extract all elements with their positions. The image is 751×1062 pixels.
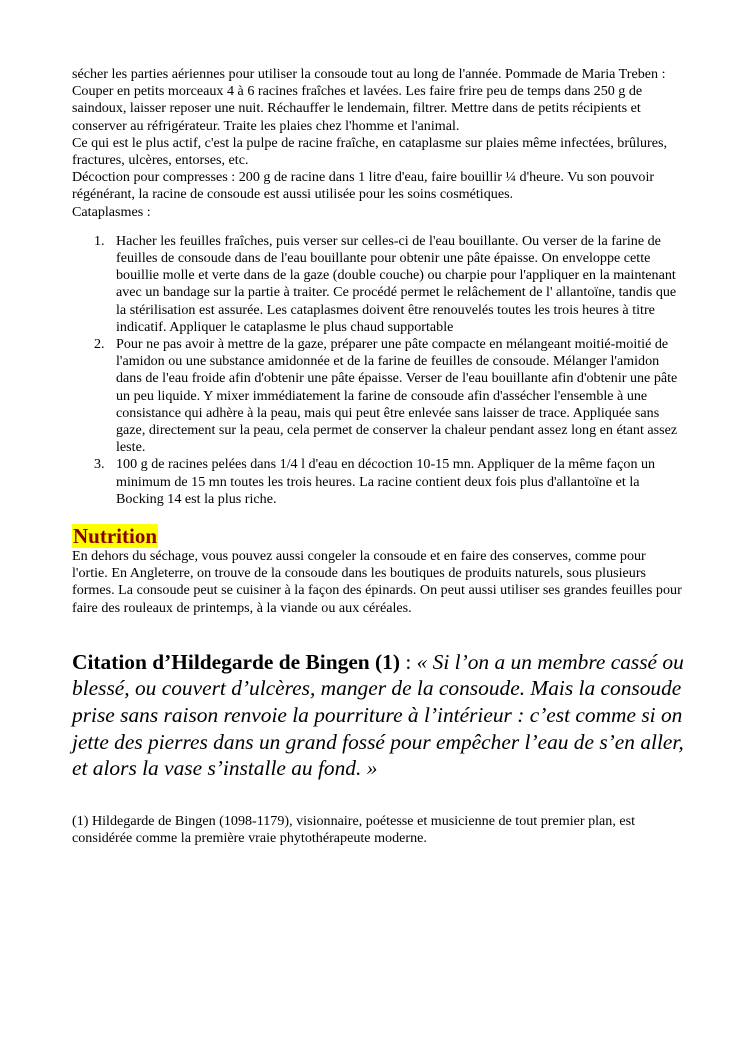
paragraph-pommade: sécher les parties aériennes pour utiliser la consoude tout au long de l'année. Pommade de Maria Treben : Couper en petits morceaux 4 à 6 racines fraîches et lavées. Les faire frire peu de temps dans 250 g de saindoux, laisser reposer une nuit. Réchauffer le lendemain, filtrer. Mettre dans de petits récipients et conserver au réfrigérateur. Traite les plaies chez l'homme et l'animal. (72, 66, 666, 134)
citation-separator: : (400, 649, 417, 674)
paragraph-pulpe: Ce qui est le plus actif, c'est la pulpe de racine fraîche, en cataplasme sur plaies même infectées, brûlures, fractures, ulcères, entorses, etc. (72, 134, 668, 169)
list-number: 1. (94, 232, 105, 249)
citation-lead: Citation d’Hildegarde de Bingen (1) (72, 649, 400, 674)
list-item (94, 232, 684, 336)
list-item-text: 100 g de racines pelées dans 1/4 l d'eau en décoction 10-15 mn. Appliquer de la même façon un minimum de 15 mn toutes les trois heures. La racine contient deux fois plus d'allantoïne et la Bocking 14 est la plus riche. (116, 456, 656, 507)
nutrition-heading (72, 524, 684, 548)
list-number: 3. (94, 456, 105, 473)
list-item-text: Pour ne pas avoir à mettre de la gaze, préparer une pâte compacte en mélangeant moitié-moitié de l'amidon ou une substance amidonnée et de la farine de feuilles de consoude. Mélanger l'amidon dans de l'eau froide afin d'obtenir une pâte épaisse. Verser de l'eau bouillante afin d'obtenir une pâte un peu liquide. Y mixer immédiatement la farine de consoude afin d'assécher l'ensemble à une consistance qui adhère à la peau, mais qui peut être enlevée sans laisser de trace. Appliquée sans gaze, directement sur la peau, cela permet de conserver la chaleur pendant assez long en étant assez leste. (116, 336, 678, 456)
list-item (94, 456, 684, 508)
list-number: 2. (94, 336, 105, 353)
cataplasmes-list (72, 233, 684, 508)
nutrition-heading-highlight: Nutrition (73, 524, 157, 549)
document-page (72, 66, 684, 847)
nutrition-paragraph: En dehors du séchage, vous pouvez aussi congeler la consoude et en faire des conserves, comme pour l'ortie. En Angleterre, on trouve de la consoude dans les boutiques de produits naturels, sous plusieurs formes. La consoude peut se cuisiner à la façon des épinards. On peut aussi utiliser ses grandes feuilles pour faire des rouleaux de printemps, à la viande ou aux céréales. (72, 548, 682, 616)
paragraph-cataplasmes-heading: Cataplasmes : (72, 203, 151, 220)
list-item-text: Hacher les feuilles fraîches, puis verser sur celles-ci de l'eau bouillante. Ou verser de la farine de feuilles de consoude dans de l'eau bouillante pour obtenir une pâte épaisse. On enveloppe cette bouillie molle et verte dans de la gaze (double couche) ou charpie pour l'appliquer en la maintenant avec un bandage sur la partie à traiter. Ce procédé permet le relâchement de l' allantoïne, tandis que la stérilisation est assurée. Les cataplasmes doivent être renouvelés toutes les trois heures à titre indicatif. Appliquer le cataplasme le plus chaud supportable (116, 232, 677, 335)
list-item (94, 336, 684, 456)
footnote: (1) Hildegarde de Bingen (1098-1179), visionnaire, poétesse et musicienne de tout premier plan, est considérée comme la première vraie phytothérapeute moderne. (72, 812, 636, 847)
citation-quote: « Si l’on a un membre cassé ou blessé, ou couvert d’ulcères, manger de la consoude. Mais la consoude prise sans raison renvoie la pourriture à l’intérieur : c’est comme si on jette des pierres dans un grand fossé pour empêcher l’eau de s’en aller, et alors la vase s’installe au fond. » (72, 649, 684, 781)
paragraph-decoction: Décoction pour compresses : 200 g de racine dans 1 litre d'eau, faire bouillir ¼ d'heure. Vu son pouvoir régénérant, la racine de consoude est aussi utilisée pour les soins cosmétiques. (72, 169, 655, 203)
citation-block (72, 649, 684, 782)
